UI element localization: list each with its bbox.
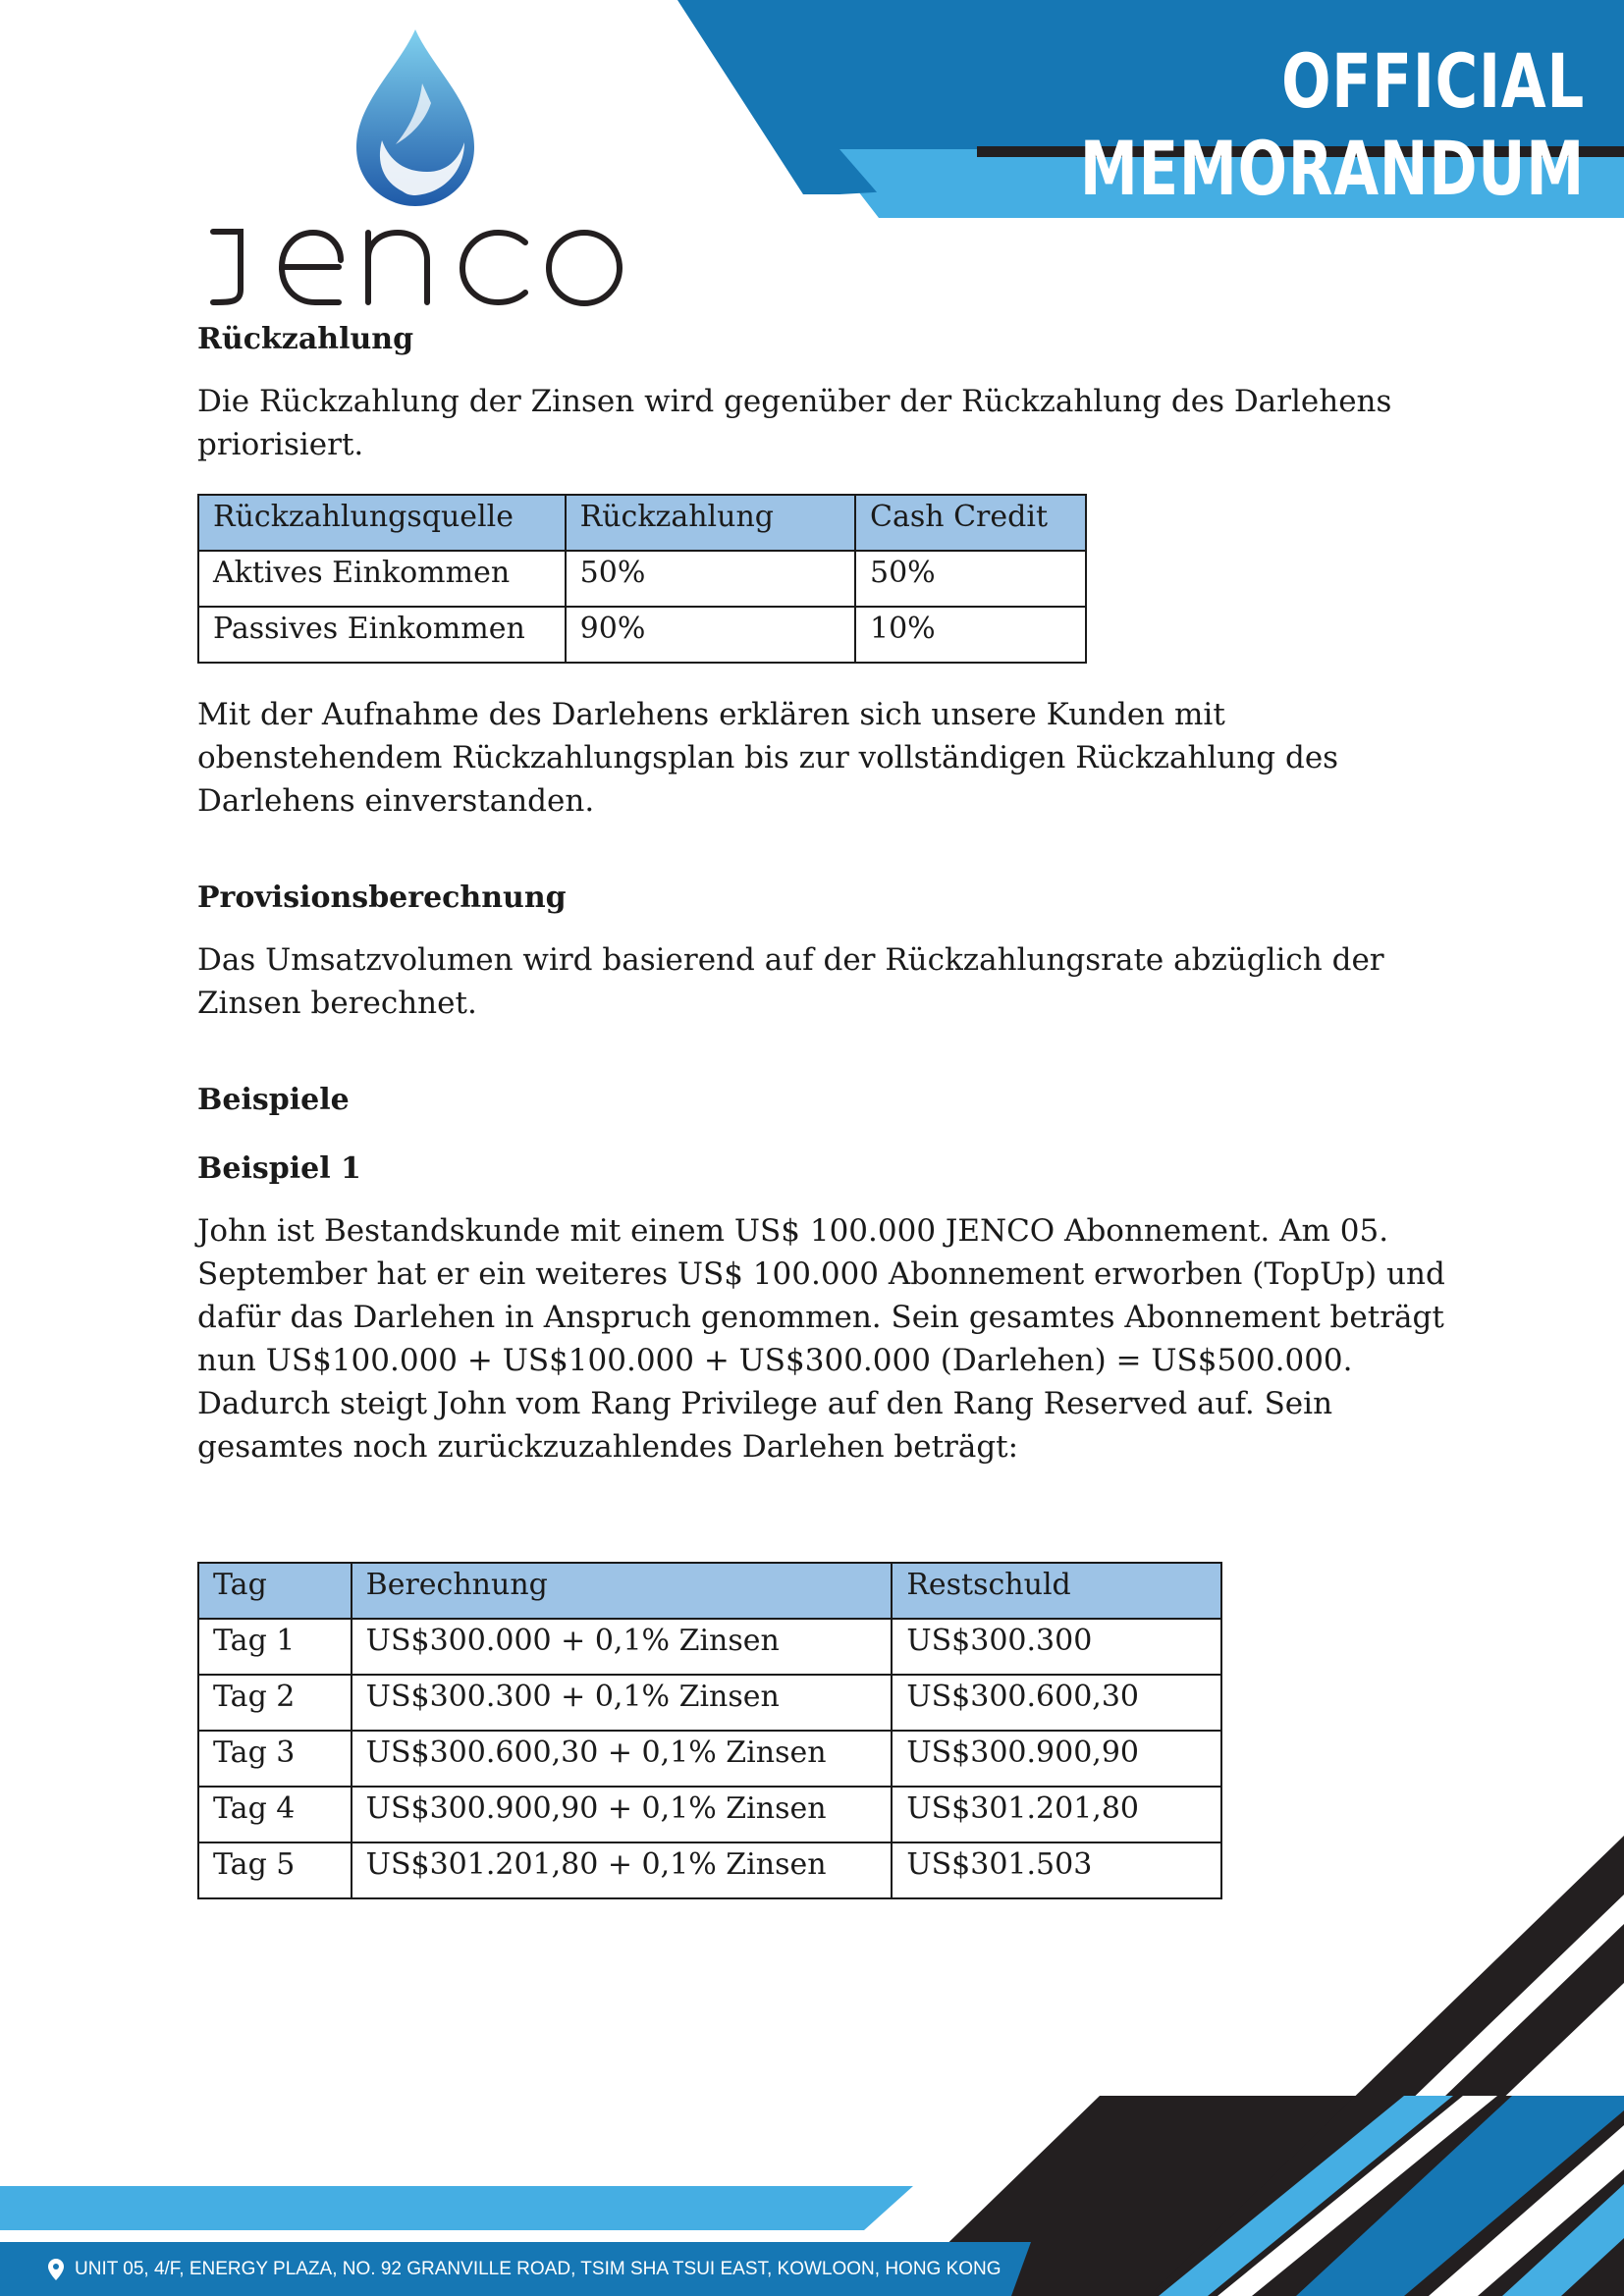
table-cell: US$301.503 xyxy=(892,1842,1221,1898)
table-header-cell: Restschuld xyxy=(892,1563,1221,1619)
table-cell: US$300.600,30 xyxy=(892,1675,1221,1731)
repayment-table xyxy=(197,494,1087,664)
table-row xyxy=(198,1675,1221,1731)
rueckzahlung-intro: Die Rückzahlung der Zinsen wird gegenüber der Rückzahlung des Darlehens priorisiert. xyxy=(197,384,1392,462)
table-cell: US$300.900,90 + 0,1% Zinsen xyxy=(352,1787,893,1842)
section-heading-rueckzahlung: Rückzahlung xyxy=(197,322,414,356)
table-cell: 50% xyxy=(566,551,855,607)
table-row xyxy=(198,1619,1221,1675)
table-cell: Aktives Einkommen xyxy=(198,551,566,607)
table-row xyxy=(198,1731,1221,1787)
loan-schedule-table xyxy=(197,1562,1222,1899)
section-heading-beispiele: Beispiele xyxy=(197,1083,350,1117)
table-row xyxy=(198,551,1086,607)
table-row xyxy=(198,1842,1221,1898)
table-cell: 10% xyxy=(855,607,1086,663)
footer-address-text: UNIT 05, 4/F, ENERGY PLAZA, NO. 92 GRANVILLE ROAD, TSIM SHA TSUI EAST, KOWLOON, HONG KONG xyxy=(75,2259,1001,2279)
footer-address xyxy=(47,2258,1001,2281)
table-header-row xyxy=(198,1563,1221,1619)
table-cell: Tag 2 xyxy=(198,1675,352,1731)
footer-light-bar xyxy=(0,2186,913,2230)
sub-heading-beispiel-1: Beispiel 1 xyxy=(197,1151,361,1186)
table-cell: US$300.300 xyxy=(892,1619,1221,1675)
table-cell: 90% xyxy=(566,607,855,663)
table-cell: US$300.000 + 0,1% Zinsen xyxy=(352,1619,893,1675)
beispiel-1-text: John ist Bestandskunde mit einem US$ 100.000 JENCO Abonnement. Am 05. September hat er ein weiteres US$ 100.000 Abonnement erworben (TopUp) und dafür das Darlehen in Anspruch genommen. Sein gesamtes Abonnement beträgt nun US$100.000 + US$100.000 + US$300.000 (Darlehen) = US$500.000. Dadurch steigt John vom Rang Privilege auf den Rang Reserved auf. Sein gesamtes noch zurückzuzahlendes Darlehen beträgt: xyxy=(197,1213,1445,1465)
location-pin-icon xyxy=(47,2258,65,2281)
jenco-logo xyxy=(201,25,633,319)
table-cell: US$301.201,80 xyxy=(892,1787,1221,1842)
table-cell: Tag 1 xyxy=(198,1619,352,1675)
table-header-row xyxy=(198,495,1086,551)
table-cell: US$300.600,30 + 0,1% Zinsen xyxy=(352,1731,893,1787)
table-cell: Tag 4 xyxy=(198,1787,352,1842)
section-heading-provision: Provisionsberechnung xyxy=(197,881,567,915)
table-row xyxy=(198,607,1086,663)
rueckzahlung-outro: Mit der Aufnahme des Darlehens erklären sich unsere Kunden mit obenstehendem Rückzahlungsplan bis zur vollständigen Rückzahlung des Darlehens einverstanden. xyxy=(197,697,1339,819)
table-cell: US$300.300 + 0,1% Zinsen xyxy=(352,1675,893,1731)
table-header-cell: Rückzahlungsquelle xyxy=(198,495,566,551)
table-header-cell: Rückzahlung xyxy=(566,495,855,551)
memo-content xyxy=(197,319,1474,1899)
table-cell: US$300.900,90 xyxy=(892,1731,1221,1787)
table-cell: Passives Einkommen xyxy=(198,607,566,663)
table-header-cell: Cash Credit xyxy=(855,495,1086,551)
table-header-cell: Berechnung xyxy=(352,1563,893,1619)
table-cell: Tag 3 xyxy=(198,1731,352,1787)
jenco-wordmark xyxy=(213,232,620,303)
provision-text: Das Umsatzvolumen wird basierend auf der Rückzahlungsrate abzüglich der Zinsen berechnet. xyxy=(197,942,1384,1021)
table-header-cell: Tag xyxy=(198,1563,352,1619)
table-cell: Tag 5 xyxy=(198,1842,352,1898)
water-drop-icon xyxy=(356,29,474,206)
table-cell: US$301.201,80 + 0,1% Zinsen xyxy=(352,1842,893,1898)
table-row xyxy=(198,1787,1221,1842)
table-cell: 50% xyxy=(855,551,1086,607)
memo-title: OFFICIAL MEMORANDUM xyxy=(1079,37,1585,212)
